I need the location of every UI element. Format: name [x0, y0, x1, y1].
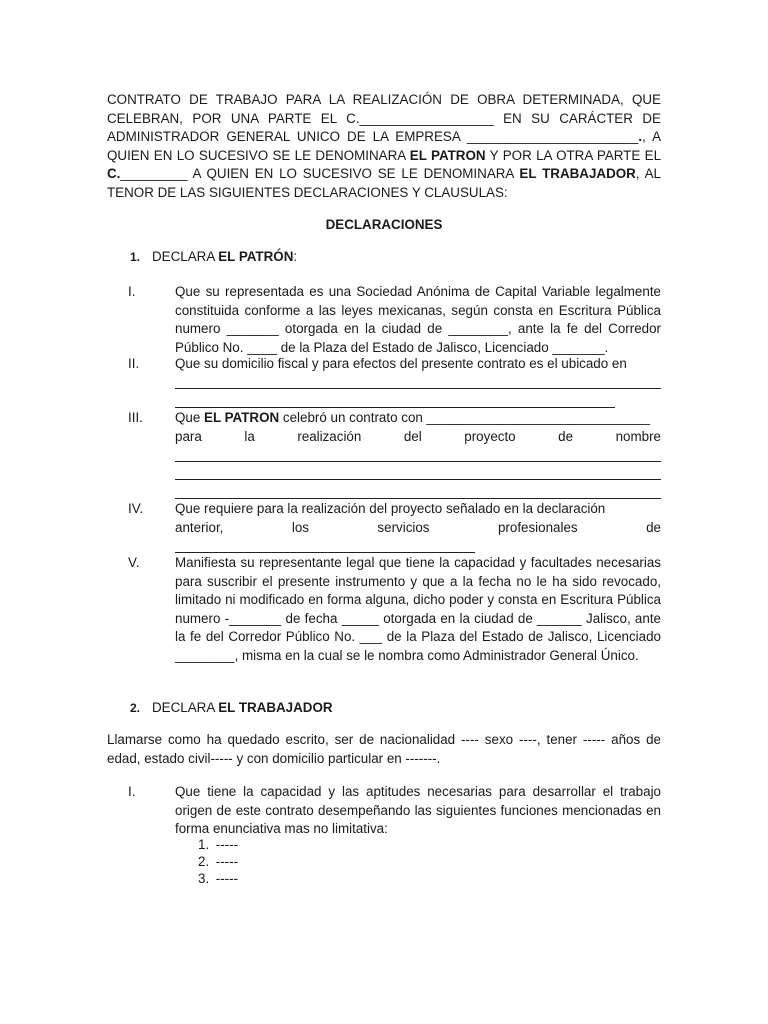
list-item	[198, 853, 238, 870]
list-value: -----	[215, 871, 239, 886]
item-text: Manifiesta su representante legal que tiene la capacidad y facultades necesarias para suscribir el presente instrumento y que a la fecha no le ha sido revocado, limitado ni modificado en forma alguna, dicho poder y consta en Escritura Pública numero -_______ de fecha _____ otorgada en la ciudad de ______ Jalisco, ante la fe del Corredor Público No. ___ de la Plaza del Estado de Jalisco, Licenciado ________, misma en la cual se le nombra como Administrador General Único.	[175, 555, 661, 663]
section-2-heading	[130, 699, 333, 718]
item-numeral: II.	[128, 356, 140, 371]
blank-line	[175, 374, 661, 393]
section-2-pre: DECLARA	[152, 700, 219, 715]
section-1-post: :	[293, 249, 298, 264]
word: servicios	[377, 519, 430, 535]
word: nombre	[615, 428, 661, 444]
intro-text-5: , AL TENOR DE LAS SIGUIENTES DECLARACIONES Y CLAUSULAS:	[107, 166, 661, 200]
list-value: -----	[215, 854, 239, 869]
word: la	[244, 428, 255, 444]
item-numeral: I.	[128, 284, 136, 299]
justified-line	[175, 428, 661, 447]
intro-text-4: _________ A QUIEN EN LO SUCESIVO SE LE DENOMINARA	[120, 166, 520, 182]
item-text: Que su representada es una Sociedad Anónima de Capital Variable legalmente constituida conforme a las leyes mexicanas, según consta en Escritura Pública numero _______ otorgada en la ciudad de ________, ante la fe del Corredor Público No. ____ de la Plaza del Estado de Jalisco, Licenciado _______.	[175, 284, 661, 355]
word: profesionales	[497, 519, 578, 535]
section-1-heading	[130, 248, 297, 267]
section-1-bold: EL PATRÓN	[218, 249, 294, 264]
word: para	[175, 428, 202, 444]
item-text-pre: Que	[175, 410, 205, 425]
blank-line	[175, 392, 615, 411]
list-item	[198, 836, 238, 853]
section-1-pre: DECLARA	[152, 249, 219, 264]
justified-line	[175, 519, 661, 538]
item-body	[175, 409, 661, 502]
list-item	[198, 870, 238, 887]
contract-intro	[107, 91, 661, 203]
word: realización	[297, 428, 362, 444]
declaraciones-heading: DECLARACIONES	[325, 217, 443, 232]
intro-text-2: , A QUIEN EN LO SUCESIVO SE LE DENOMINARA	[107, 129, 662, 163]
list-number: 2.	[198, 854, 210, 869]
item-numeral: III.	[128, 410, 143, 425]
word: del	[403, 428, 422, 444]
item-text-post: celebró un contrato con ______________________________	[279, 410, 650, 425]
item-text: Que tiene la capacidad y las aptitudes necesarias para desarrollar el trabajo origen de este contrato desempeñando las siguientes funciones mencionadas en forma enunciativa mas no limitativa:	[175, 784, 661, 837]
intro-bold-patron: EL PATRON	[409, 147, 486, 163]
intro-bold-c: C.	[107, 166, 121, 182]
item-numeral: V.	[128, 555, 140, 570]
intro-bold-trabajador: EL TRABAJADOR	[519, 166, 636, 182]
word: proyecto	[464, 428, 516, 444]
blank-line	[175, 446, 661, 465]
item-bold-patron: EL PATRON	[204, 410, 280, 425]
section-2-number: 2.	[130, 701, 141, 715]
functions-list	[198, 836, 238, 887]
word: de	[558, 428, 574, 444]
blank-line	[175, 537, 475, 556]
intro-text-3: Y POR LA OTRA PARTE EL	[485, 147, 662, 163]
section-1-number: 1.	[130, 250, 141, 264]
list-number: 1.	[198, 837, 210, 852]
list-number: 3.	[198, 871, 210, 886]
item-body	[175, 500, 661, 556]
list-value: -----	[215, 837, 239, 852]
item-text: Que requiere para la realización del proyecto señalado en la declaración	[175, 501, 606, 516]
item-body	[175, 355, 661, 411]
blank-line	[175, 465, 661, 484]
intro-bold-1: .	[638, 129, 643, 145]
worker-declaration-paragraph: Llamarse como ha quedado escrito, ser de nacionalidad ---- sexo ----, tener ----- años de edad, estado civil----- y con domicilio particular en -------.	[107, 732, 661, 766]
item-numeral: I.	[128, 784, 136, 799]
word: anterior,	[175, 519, 224, 535]
item-numeral: IV.	[128, 501, 144, 516]
word: de	[646, 519, 661, 535]
section-2-bold: EL TRABAJADOR	[218, 700, 333, 715]
item-text: Que su domicilio fiscal y para efectos del presente contrato es el ubicado en	[175, 356, 627, 371]
word: los	[291, 519, 309, 535]
intro-text-1: CONTRATO DE TRABAJO PARA LA REALIZACIÓN DE OBRA DETERMINADA, QUE CELEBRAN, POR UNA PARTE EL C.__________________ EN SU CARÁCTER DE ADMINISTRADOR GENERAL UNICO DE LA EMPRESA _______________________	[107, 92, 661, 145]
